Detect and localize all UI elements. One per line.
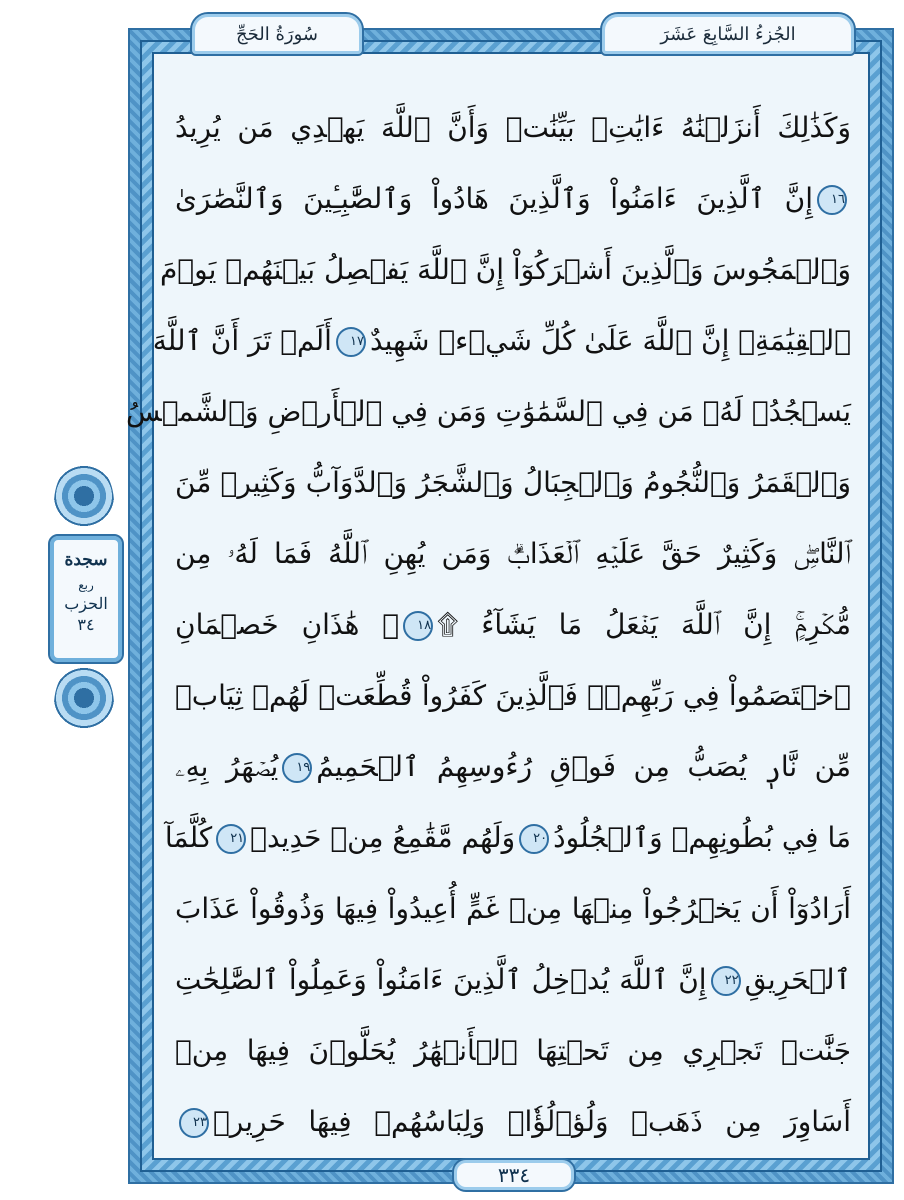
ayah-number-marker: ١٩ [282, 753, 312, 783]
verse-line [175, 660, 851, 731]
quran-text [126, 92, 851, 1157]
verse-line [175, 92, 851, 163]
verse-text: وَٱلۡقَمَرُ وَٱلنُّجُومُ وَٱلۡجِبَالُ وَٱلشَّجَرُ وَٱلدَّوَآبُّ وَكَثِيرٞ مِّنَ [175, 466, 851, 499]
verse-text: ۞ هَٰذَانِ خَصۡمَانِ [175, 608, 400, 641]
ayah-number-marker: ١٦ [817, 185, 847, 215]
verse-text: مَا فِي بُطُونِهِمۡ وَٱلۡجُلُودُ [553, 821, 851, 854]
ayah-number-marker: ٢١ [216, 824, 246, 854]
verse-text: ٱلۡحَرِيقِ [744, 963, 851, 996]
sajda-label: سجدة [64, 550, 108, 570]
verse-text: وَٱلۡمَجُوسَ وَٱلَّذِينَ أَشۡرَكُوٓاْ إِنَّ ٱللَّهَ يَفۡصِلُ بَيۡنَهُمۡ يَوۡمَ [159, 253, 851, 286]
verse-text: أَلَمۡ تَرَ أَنَّ ٱللَّهَ [152, 324, 332, 357]
surah-header [190, 12, 364, 56]
juz-title: الجُزءُ السَّابِعَ عَشَرَ [660, 23, 796, 45]
verse-text: ٱلنَّاسِۖ وَكَثِيرٌ حَقَّ عَلَيۡهِ ٱلۡعَذَابُۗ وَمَن يُهِنِ ٱللَّهُ فَمَا لَهُۥ مِن [175, 537, 851, 570]
ayah-number-marker: ٢٠ [519, 824, 549, 854]
verse-line [159, 234, 851, 305]
verse-text: كُلَّمَآ [164, 821, 213, 854]
verse-text: أَرَادُوٓاْ أَن يَخۡرُجُواْ مِنۡهَا مِنۡ غَمٍّ أُعِيدُواْ فِيهَا وَذُوقُواْ عَذَابَ [175, 892, 851, 925]
verse-text: يَسۡجُدُۤ لَهُۥ مَن فِي ٱلسَّمَٰوَٰتِ وَمَن فِي ٱلۡأَرۡضِ وَٱلشَّمۡسُ [126, 395, 851, 428]
verse-line [164, 802, 851, 873]
verse-line [175, 1086, 851, 1157]
verse-line [175, 447, 851, 518]
ornament-medallion-icon [54, 460, 114, 532]
verse-text: ٱلۡقِيَٰمَةِۚ إِنَّ ٱللَّهَ عَلَىٰ كُلِّ شَيۡءٖ شَهِيدٌ [369, 324, 851, 357]
verse-line [175, 163, 851, 234]
hizb-side-marker [44, 460, 124, 734]
verse-line [175, 589, 851, 660]
ayah-number-marker: ١٨ [403, 611, 433, 641]
verse-line [175, 944, 851, 1015]
page-number: ٣٣٤ [452, 1158, 576, 1192]
verse-line [126, 376, 851, 447]
ayah-number-marker: ٢٣ [179, 1108, 209, 1138]
verse-text: مُّكۡرِمٍۚ إِنَّ ٱللَّهَ يَفۡعَلُ مَا يَشَآءُ ۩ [437, 608, 851, 641]
verse-text: إِنَّ ٱللَّهَ يُدۡخِلُ ٱلَّذِينَ ءَامَنُواْ وَعَمِلُواْ ٱلصَّٰلِحَٰتِ [175, 963, 707, 996]
ayah-number-marker: ١٧ [336, 327, 366, 357]
surah-title: سُورَةُ الحَجِّ [236, 23, 318, 45]
hizb-label-box [48, 534, 124, 664]
verse-text: جَنَّٰتٖ تَجۡرِي مِن تَحۡتِهَا ٱلۡأَنۡهَٰرُ يُحَلَّوۡنَ فِيهَا مِنۡ [175, 1034, 851, 1067]
verse-text: وَلَهُم مَّقَٰمِعُ مِنۡ حَدِيدٖ [250, 821, 516, 854]
verse-line [175, 731, 851, 802]
ornament-medallion-icon [54, 662, 114, 734]
verse-text: يُصۡهَرُ بِهِۦ [175, 750, 279, 783]
hizb-label: الحزب [64, 594, 108, 613]
verse-text: أَسَاوِرَ مِن ذَهَبٖ وَلُؤۡلُؤٗاۖ وَلِبَاسُهُمۡ فِيهَا حَرِيرٞ [213, 1105, 851, 1138]
verse-text: وَكَذَٰلِكَ أَنزَلۡنَٰهُ ءَايَٰتِۢ بَيِّنَٰتٖ وَأَنَّ ٱللَّهَ يَهۡدِي مَن يُرِيدُ [175, 111, 851, 144]
juz-header [600, 12, 856, 56]
verse-text: إِنَّ ٱلَّذِينَ ءَامَنُواْ وَٱلَّذِينَ هَادُواْ وَٱلصَّٰبِـِٔينَ وَٱلنَّصَٰرَىٰ [175, 182, 813, 215]
verse-line [175, 1015, 851, 1086]
verse-text: مِّن نَّارٖ يُصَبُّ مِن فَوۡقِ رُءُوسِهِمُ ٱلۡحَمِيمُ [316, 750, 851, 783]
verse-line [175, 873, 851, 944]
ayah-number-marker: ٢٢ [711, 966, 741, 996]
verse-line [152, 305, 851, 376]
rub-label: ربع [78, 578, 94, 592]
verse-text: ٱخۡتَصَمُواْ فِي رَبِّهِمۡۖ فَٱلَّذِينَ كَفَرُواْ قُطِّعَتۡ لَهُمۡ ثِيَابٞ [175, 679, 851, 712]
verse-line [175, 518, 851, 589]
hizb-number: ٣٤ [77, 615, 95, 634]
